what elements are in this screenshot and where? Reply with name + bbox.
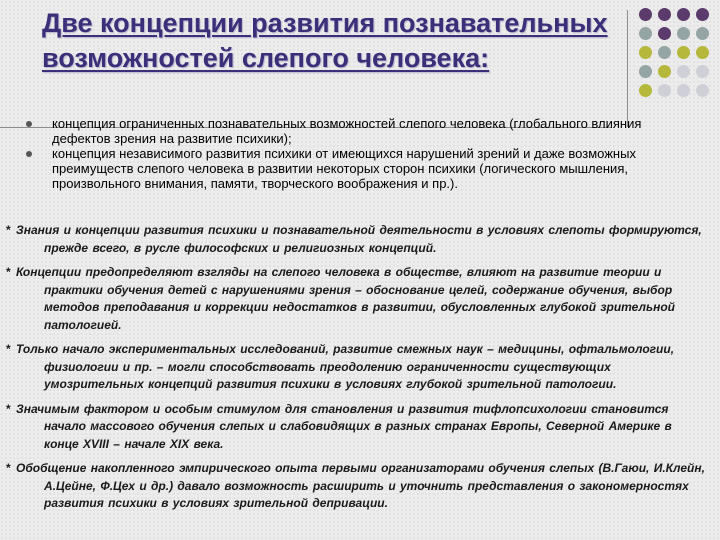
- bullet-dot-icon: [26, 121, 32, 127]
- note-text: Значимым фактором и особым стимулом для становления и развития тифлопсихологии становится начало массового обучения слепых и слабовидящих в разных странах Европы, Северной Америке в конце XVIII – начале XIX века.: [16, 401, 672, 451]
- asterisk-marker: *: [6, 223, 11, 237]
- decor-dot-icon: [696, 65, 709, 78]
- decor-dot-icon: [639, 65, 652, 78]
- asterisk-marker: *: [6, 461, 11, 475]
- slide-title: Две концепции развития познавательных возможностей слепого человека:: [42, 8, 608, 73]
- decor-dot-icon: [658, 65, 671, 78]
- vertical-divider: [627, 10, 628, 127]
- decor-dot-icon: [639, 46, 652, 59]
- decor-dot-icon: [696, 27, 709, 40]
- note-text: Концепции предопределяют взгляды на слепого человека в обществе, влияют на развитие теории и практики обучения детей с нарушениями зрения – обоснование целей, содержание обучения, выбор методов преподавания и коррекции недостатков в развитии, обусловленных глубокой зрительной патологией.: [16, 265, 675, 332]
- note-item: [6, 341, 706, 394]
- note-text: Только начало экспериментальных исследований, развитие смежных наук – медицины, офтальмологии, физиологии и пр. – могли способствовать преодолению ограниченности существующих умозрительных концепций развития психики в условиях глубокой зрительной патологии.: [16, 342, 675, 391]
- notes-list: [6, 222, 706, 520]
- note-item: [6, 222, 706, 257]
- decor-dot-icon: [696, 46, 709, 59]
- note-item: [6, 264, 706, 334]
- concept-item: [22, 116, 652, 146]
- note-item: [6, 460, 706, 513]
- concept-text: концепция независимого развития психики от имеющихся нарушений зрений и даже возможных преимуществ слепого человека в развитии некоторых сторон психики (логического мышления, произвольного внимания, памяти, творческого воображения и пр.).: [52, 146, 636, 191]
- decor-dot-icon: [658, 27, 671, 40]
- concept-text: концепция ограниченных познавательных возможностей слепого человека (глобального влияния дефектов зрения на развитие психики);: [52, 116, 642, 146]
- decor-dot-icon: [658, 84, 671, 97]
- decor-dot-icon: [658, 8, 671, 21]
- decor-dot-icon: [677, 84, 690, 97]
- asterisk-marker: *: [6, 342, 11, 356]
- note-item: [6, 401, 706, 454]
- note-text: Обобщение накопленного эмпирического опыта первыми организаторами обучения слепых (В.Гаюи, И.Клейн, А.Цейне, Ф.Цех и др.) давало возможность расширить и уточнить представления о закономерностях развития психики в условиях зрительной депривации.: [16, 461, 705, 510]
- decor-dot-icon: [696, 8, 709, 21]
- concept-item: [22, 146, 652, 191]
- decor-dot-icon: [696, 84, 709, 97]
- decor-dot-icon: [677, 27, 690, 40]
- decor-dot-icon: [639, 27, 652, 40]
- asterisk-marker: *: [6, 265, 11, 279]
- decor-dot-icon: [677, 46, 690, 59]
- decorative-dot-grid: [639, 8, 717, 108]
- decor-dot-icon: [677, 8, 690, 21]
- bullet-dot-icon: [26, 151, 32, 157]
- asterisk-marker: *: [6, 401, 11, 416]
- decor-dot-icon: [639, 84, 652, 97]
- decor-dot-icon: [658, 46, 671, 59]
- concept-list: [22, 116, 652, 191]
- decor-dot-icon: [639, 8, 652, 21]
- decor-dot-icon: [677, 65, 690, 78]
- note-text: Знания и концепции развития психики и познавательной деятельности в условиях слепоты формируются, прежде всего, в русле философских и религиозных концепций.: [16, 223, 702, 255]
